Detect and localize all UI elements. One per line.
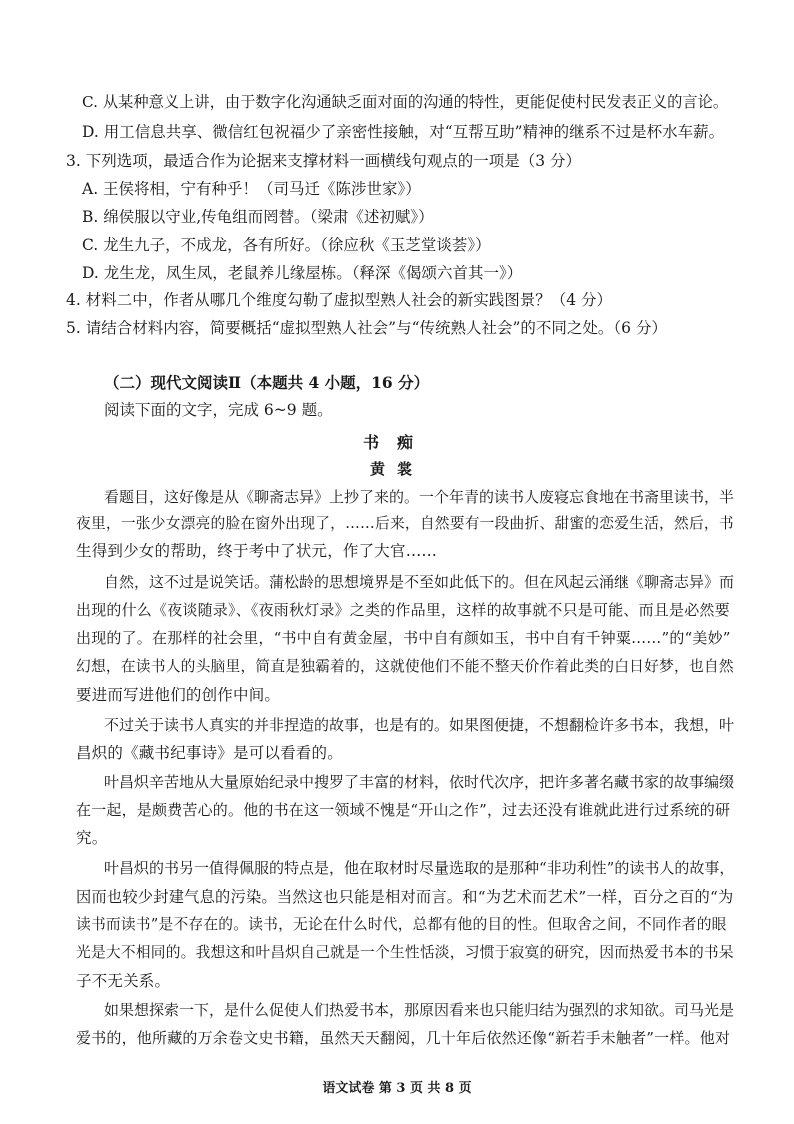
page-footer: 语文试卷 第 3 页 共 8 页 (322, 1081, 472, 1096)
article-author: 黄裳 (369, 460, 424, 478)
paragraph-line: 因而也较少封建气息的污染。当然这也只能是相对而言。和“为艺术而艺术”一样，百分之百的“为 (76, 888, 734, 906)
paragraph-line: 叶昌炽辛苦地从大量原始纪录中搜罗了丰富的材料，依时代次序，把许多著名藏书家的故事编缀 (104, 773, 735, 791)
paragraph-line: 出现的了。在那样的社会里，“书中自有黄金屋，书中自有颜如玉，书中自有千钟粟……”的“美妙” (76, 629, 731, 647)
option-c-top: C. 从某种意义上讲，由于数字化沟通缺乏面对面的沟通的特性，更能促使村民发表正义的言论。 (82, 93, 729, 111)
paragraph-line: 自然，这不过是说笑话。蒲松龄的思想境界是不至如此低下的。但在风起云涌继《聊斋志异》而 (104, 573, 735, 591)
paragraph-line: 昌炽的《藏书纪事诗》是可以看看的。 (76, 744, 343, 762)
paragraph-line: 要进而写进他们的创作中间。 (76, 686, 281, 704)
question-3-stem: 3. 下列选项，最适合作为论据来支撑材料一画横线句观点的一项是（3 分） (66, 152, 582, 170)
paragraph-line: 出现的什么《夜谈随录》、《夜雨秋灯录》之类的作品里，这样的故事就不只是可能、而且是必然要 (76, 601, 730, 619)
paragraph-line: 子不无关系。 (76, 972, 171, 990)
paragraph-line: 生得到少女的帮助，终于考中了状元，作了大官…… (76, 542, 438, 560)
paragraph-line: 夜里，一张少女漂亮的脸在窗外出现了，……后来，自然要有一段曲折、甜蜜的恋爱生活，然后，书 (76, 515, 734, 532)
paragraph-line: 读书而读书”是不存在的。读书，无论在什么时代，总都有他的目的性。但取舍之间，不同作者的眼 (76, 916, 727, 933)
paragraph-line: 爱书的，他所藏的万余卷文史书籍，虽然天天翻阅，几十年后依然还像“新若手未触者”一样。他对 (76, 1029, 731, 1047)
question-5: 5. 请结合材料内容，简要概括“虚拟型熟人社会”与“传统熟人社会”的不同之处。（6 分） (66, 319, 667, 337)
paragraph-line: 叶昌炽的书另一值得佩服的特点是，他在取材时尽量选取的是那种“非功利性”的读书人的故事， (104, 859, 735, 877)
paragraph-line: 在一起，是颇费苦心的。他的书在这一领域不愧是“开山之作”，过去还没有谁就此进行过系统的研 (76, 801, 731, 819)
question-4: 4. 材料二中，作者从哪几个维度勾勒了虚拟型熟人社会的新实践图景？（4 分） (66, 291, 613, 309)
option-d-top: D. 用工信息共享、微信红包祝福少了亲密性接触，对“互帮互助”精神的继系不过是杯水车薪。 (82, 123, 725, 141)
paragraph-line: 究。 (76, 829, 108, 847)
paragraph-line: 光是大不相同的。我想这和叶昌炽自己就是一个生性恬淡，习惯于寂寞的研究，因而热爱书本的书呆 (76, 944, 734, 961)
paragraph-line: 如果想探索一下，是什么促使人们热爱书本，那原因看来也只能归结为强烈的求知欲。司马光是 (104, 1001, 735, 1019)
question-3-option-d: D. 龙生龙，凤生凤，老鼠养儿缘屋栋。（释深《偈颂六首其一》） (82, 264, 523, 282)
article-title: 书痴 (362, 433, 431, 452)
paragraph-line: 看题目，这好像是从《聊斋志异》上抄了来的。一个年青的读书人废寝忘食地在书斋里读书，半 (104, 488, 735, 506)
paragraph-line: 幻想，在读书人的头脑里，简直是独霸着的，这就使他们不能不整天价作着此类的白日好梦，也自然 (76, 658, 734, 675)
question-3-option-a: A. 王侯将相，宁有种乎！（司马迁《陈涉世家》） (82, 180, 421, 198)
question-3-option-c: C. 龙生九子，不成龙，各有所好。（徐应秋《玉芝堂谈荟》） (82, 236, 491, 254)
paragraph-line: 不过关于读书人真实的并非捏造的故事，也是有的。如果图便捷，不想翻检许多书本，我想，叶 (104, 716, 735, 734)
question-3-option-b: B. 绵侯服以守业,传龟组而罔替。（梁肃《述初赋》） (82, 208, 434, 226)
section-instruction: 阅读下面的文字，完成 6~9 题。 (104, 401, 333, 419)
section-heading: （二）现代文阅读Ⅱ（本题共 4 小题，16 分） (104, 373, 430, 392)
